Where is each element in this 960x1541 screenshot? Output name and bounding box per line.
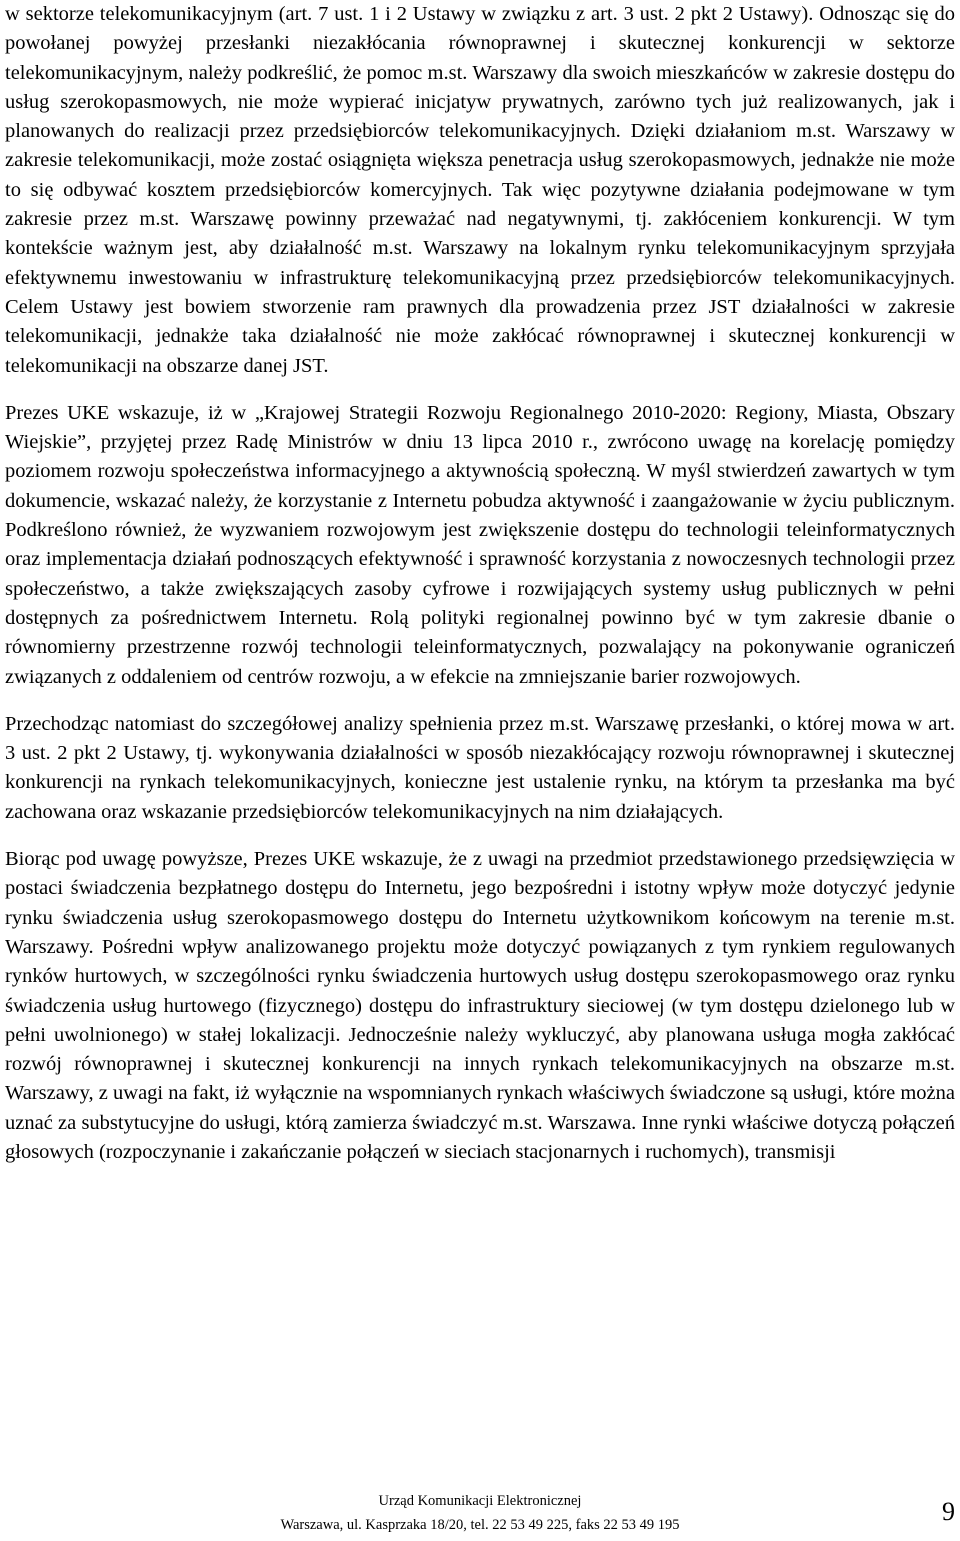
paragraph-market-analysis: Przechodząc natomiast do szczegółowej analizy spełnienia przez m.st. Warszawę przesłanki, o której mowa w art. 3 ust. 2 pkt 2 Ustawy, tj. wykonywania działalności w sposób niezakłócający rozwoju równoprawnej i skutecznej konkurencji na rynkach telekomunikacyjnych, konieczne jest ustalenie rynku, na którym ta przesłanka ma być zachowana oraz wskazanie przedsiębiorców telekomunikacyjnych na nim działających. <box>5 712 955 823</box>
page-footer <box>0 1493 960 1541</box>
page-number: 9 <box>942 1497 955 1526</box>
footer-institution: Urząd Komunikacji Elektronicznej <box>378 1493 582 1509</box>
footer-address: Warszawa, ul. Kasprzaka 18/20, tel. 22 53 49 225, faks 22 53 49 195 <box>280 1517 680 1533</box>
paragraph-competition: w sektorze telekomunikacyjnym (art. 7 ust. 1 i 2 Ustawy w związku z art. 3 ust. 2 pkt 2 Ustawy). Odnosząc się do powołanej powyżej przesłanki niezakłócania równoprawnej i skutecznej konkurencji w sektorze telekomunikacyjnym, należy podkreślić, że pomoc m.st. Warszawy dla swoich mieszkańców w zakresie dostępu do usług szerokopasmowych, nie może wypierać inicjatyw prywatnych, zarówno tych już realizowanych, jak i planowanych do realizacji przez przedsiębiorców telekomunikacyjnych. Dzięki działaniom m.st. Warszawy w zakresie telekomunikacji, może zostać osiągnięta większa penetracja usług szerokopasmowych, jednakże nie może to się odbywać kosztem przedsiębiorców komercyjnych. Tak więc pozytywne działania podejmowane w tym zakresie przez m.st. Warszawę powinny przeważać nad negatywnymi, tj. zakłóceniem konkurencji. W tym kontekście ważnym jest, aby działalność m.st. Warszawy na lokalnym rynku telekomunikacyjnym sprzyjała efektywnemu inwestowaniu w infrastrukturę telekomunikacyjną przez przedsiębiorców telekomunikacyjnych. Celem Ustawy jest bowiem stworzenie ram prawnych dla prowadzenia przez JST działalności w zakresie telekomunikacji, jednakże taka działalność nie może zakłócać równoprawnej i skutecznej konkurencji w telekomunikacji na obszarze danej JST. <box>5 3 955 377</box>
paragraph-regional-strategy: Prezes UKE wskazuje, iż w „Krajowej Strategii Rozwoju Regionalnego 2010-2020: Regiony, Miasta, Obszary Wiejskie”, przyjętej przez Radę Ministrów w dniu 13 lipca 2010 r., zwrócono uwagę na korelację pomiędzy poziomem rozwoju społeczeństwa informacyjnego a aktywnością społeczną. W myśl stwierdzeń zawartych w tym dokumencie, wskazać należy, że korzystanie z Internetu pobudza aktywność i zaangażowanie w życiu publicznym. Podkreślono również, że wyzwaniem rozwojowym jest zwiększenie dostępu do technologii teleinformatycznych oraz implementacja działań podnoszących efektywność i sprawność korzystania z nowoczesnych technologii przez społeczeństwo, a także zwiększających zasoby cyfrowe i rozwijających systemy usług publicznych w pełni dostępnych za pośrednictwem Internetu. Rolą polityki regionalnej powinno być w tym zakresie dbanie o równomierny przestrzenne rozwój technologii teleinformatycznych, pozwalający na pokonywanie ograniczeń związanych z oddaleniem od centrów rozwoju, a w efekcie na zmniejszanie barier rozwojowych. <box>5 401 955 688</box>
document-body <box>5 0 955 1185</box>
paragraph-relevant-markets: Biorąc pod uwagę powyższe, Prezes UKE wskazuje, że z uwagi na przedmiot przedstawionego przedsięwzięcia w postaci świadczenia bezpłatnego dostępu do Internetu, jego bezpośredni i istotny wpływ może dotyczyć jedynie rynku świadczenia usług szerokopasmowego dostępu do Internetu użytkownikom końcowym na terenie m.st. Warszawy. Pośredni wpływ analizowanego projektu może dotyczyć powiązanych z tym rynkiem regulowanych rynków hurtowych, w szczególności rynku świadczenia hurtowych usług dostępu szerokopasmowego oraz rynku świadczenia usług hurtowego (fizycznego) dostępu do infrastruktury sieciowej (w tym dostępu dzielonego lub w pełni uwolnionego) w stałej lokalizacji. Jednocześnie należy wykluczyć, aby planowana usługa mogła zakłócać rozwój równoprawnej i skutecznej konkurencji na innych rynkach telekomunikacyjnych na obszarze m.st. Warszawy, z uwagi na fakt, iż wyłącznie na wspomnianych rynkach właściwych świadczone są usługi, które można uznać za substytucyjne do usługi, którą zamierza świadczyć m.st. Warszawa. Inne rynki właściwe dotyczą połączeń głosowych (rozpoczynanie i zakańczanie połączeń w sieciach stacjonarnych i ruchomych), transmisji <box>5 848 955 1163</box>
